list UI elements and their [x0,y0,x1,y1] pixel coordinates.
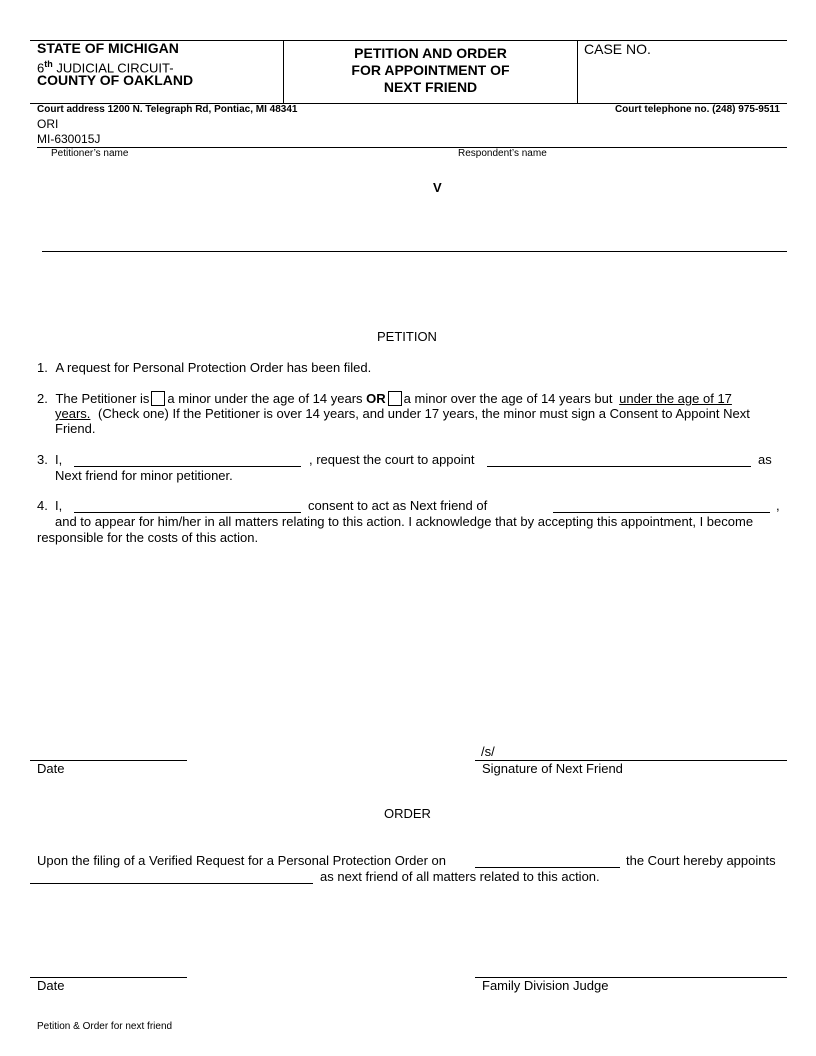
item-2-lead: The Petitioner is [55,391,150,406]
item-2-over-14: a minor over the age of 14 years but [403,391,613,406]
form-title-line3: NEXT FRIEND [383,79,478,95]
item-3-as: as [758,452,772,467]
item-4-next-friend-name-input[interactable] [74,498,301,513]
respondent-name-label: Respondent’s name [458,148,547,159]
item-3-appointee-name-input[interactable] [487,452,751,467]
form-title-line2: FOR APPOINTMENT OF [351,62,510,78]
order-filing-date-input[interactable] [475,853,620,868]
case-number-label: CASE NO. [584,41,651,57]
order-heading: ORDER [384,806,431,821]
item-3-number: 3. [37,452,48,467]
item-3-i: I, [55,452,63,467]
item-1-number: 1. [37,360,48,375]
item-4-i: I, [55,498,63,513]
item-4-responsible: responsible for the costs of this action. [37,530,259,545]
signature-label: Signature of Next Friend [482,761,623,776]
over-14-checkbox[interactable] [388,391,402,406]
versus-mark: V [433,180,442,195]
item-4-comma: , [776,498,780,513]
case-number-input[interactable] [584,62,784,100]
petition-item-2 [37,391,782,406]
item-1-text: A request for Personal Protection Order has been filed. [55,360,372,375]
petition-item-1 [37,360,371,375]
respondent-name-input[interactable] [455,165,789,247]
court-address: Court address 1200 N. Telegraph Rd, Pontiac, MI 48341 [37,104,298,115]
item-3-request: , request the court to appoint [309,452,475,467]
item-3-petitioner-name-input[interactable] [74,452,301,467]
form-title [284,45,577,96]
petitioner-name-input[interactable] [45,165,424,247]
petition-date-input[interactable] [31,740,190,760]
order-text-tail: as next friend of all matters related to this action. [320,869,600,884]
item-2-friend: Friend. [55,421,96,436]
item-2-number: 2. [37,391,48,406]
form-title-line1: PETITION AND ORDER [354,45,507,61]
item-4-number: 4. [37,498,48,513]
ori-value: MI-630015J [37,132,101,146]
order-text-appoints: the Court hereby appoints [626,853,776,868]
petitioner-name-label: Petitioner’s name [51,148,129,159]
circuit-number: 6 [37,60,45,76]
item-2-under-14: a minor under the age of 14 years [167,391,363,406]
item-2-instruction: (Check one) If the Petitioner is over 14 years, and under 17 years, the minor must sign a Consent to Appoint Next [98,406,750,421]
item-2-under-17: under the age of 17 [619,391,732,406]
petition-date-label: Date [37,761,65,776]
header-divider-right [577,40,578,103]
item-4-appear: and to appear for him/her in all matters relating to this action. I acknowledge that by accepting this appointment, I become [55,514,754,529]
petition-item-2-line2 [55,406,785,421]
item-2-years: years. [55,406,91,421]
petition-heading: PETITION [377,329,437,344]
ori-label: ORI [37,117,59,131]
judge-label: Family Division Judge [482,978,609,993]
court-telephone: Court telephone no. (248) 975-9511 [614,104,780,115]
order-date-input[interactable] [31,957,190,977]
form-footer-name: Petition & Order for next friend [37,1021,173,1032]
county-name: COUNTY OF OAKLAND [37,72,194,88]
state-name: STATE OF MICHIGAN [37,40,179,56]
under-14-checkbox[interactable] [151,391,165,406]
item-3-next-friend: Next friend for minor petitioner. [55,468,233,483]
circuit-superscript: th [44,59,53,69]
parties-bottom-rule [42,251,787,252]
order-date-label: Date [37,978,65,993]
item-2-or: OR [366,391,386,406]
judge-signature-input[interactable] [476,957,790,977]
order-appointee-name-input[interactable] [30,869,313,884]
circuit-text: JUDICIAL CIRCUIT- [52,60,174,76]
item-4-consent: consent to act as Next friend of [308,498,488,513]
order-text-lead: Upon the filing of a Verified Request for a Personal Protection Order on [37,853,447,868]
next-friend-signature-value[interactable]: /s/ [481,744,495,759]
item-4-minor-name-input[interactable] [553,498,770,513]
parties-top-rule [37,147,787,148]
